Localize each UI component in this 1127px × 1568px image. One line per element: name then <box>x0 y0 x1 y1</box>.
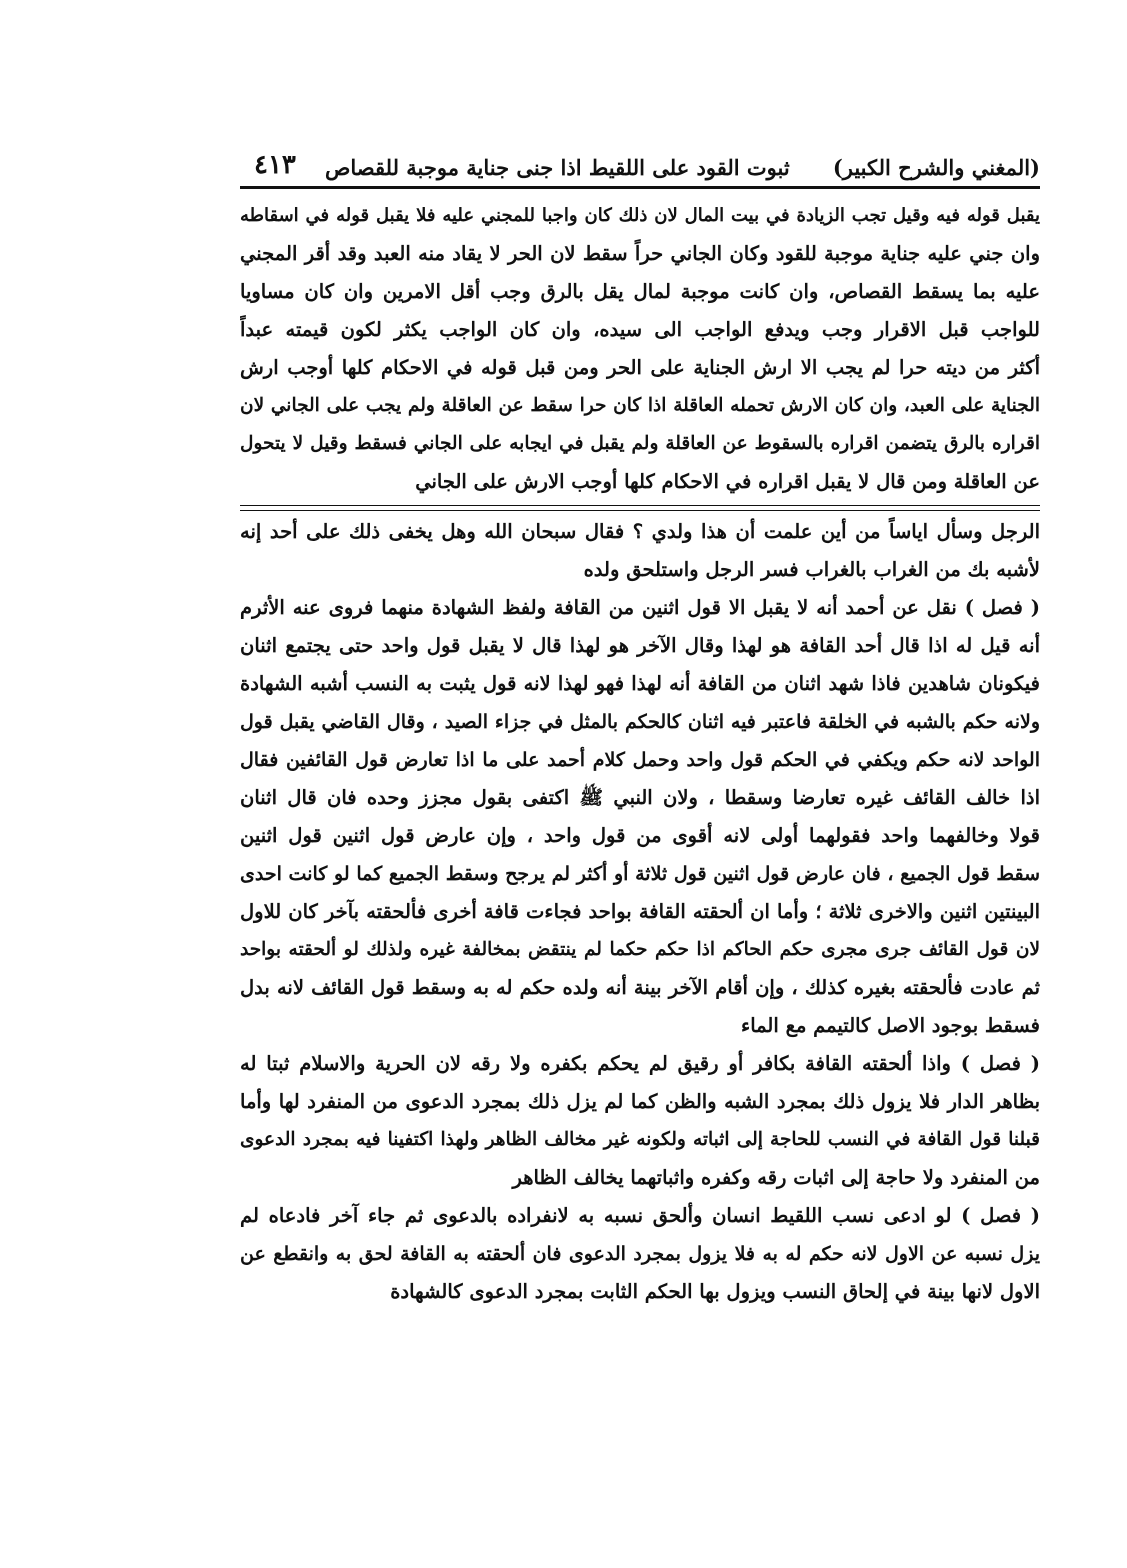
book-title: (المغني والشرح الكبير) <box>832 155 1040 180</box>
text-line: اقراره بالرق يتضمن اقراره بالسقوط عن العاقلة ولم يقبل في ايجابه على الجاني فسقط وقيل لا يتحول <box>240 433 1040 454</box>
text-line: الواحد لانه حكم ويكفي في الحكم قول واحد وحمل كلام أحمد على ما اذا تعارض قول القائفين فقال <box>240 749 1040 771</box>
text-line: فسقط بوجود الاصل كالتيمم مع الماء <box>741 1014 1040 1037</box>
text-line: قبلنا قول القافة في النسب للحاجة إلى اثباته ولكونه غير مخالف الظاهر ولهذا اكتفينا فيه بمجرد الدعوى <box>240 1129 1040 1150</box>
text-line: قولا وخالفهما واحد فقولهما أولى لانه أقوى من قول واحد ، وإن عارض قول اثنين قول اثنين <box>240 824 1040 847</box>
text-line: سقط قول الجميع ، فان عارض قول اثنين قول ثلاثة أو أكثر لم يرجح وسقط الجميع كما لو كانت احدى <box>240 863 1040 885</box>
text-line: ( فصل ) نقل عن أحمد أنه لا يقبل الا قول اثنين من القافة ولفظ الشهادة منهما فروى عنه الأثرم <box>240 596 1040 619</box>
page-number: ٤١٣ <box>254 150 296 180</box>
text-line: للواجب قبل الاقرار وجب ويدفع الواجب الى سيده، وان كان الواجب يكثر لكون قيمته عبداً <box>240 318 1040 341</box>
text-line: الاول لانها بينة في إلحاق النسب ويزول بها الحكم الثابت بمجرد الدعوى كالشهادة <box>390 1280 1040 1303</box>
section-subtitle: ثبوت القود على اللقيط اذا جنى جناية موجبة للقصاص <box>325 155 790 180</box>
text-line: اذا خالف القائف غيره تعارضا وسقطا ، ولان النبي ﷺ اكتفى بقول مجزز وحده فان قال اثنان <box>240 786 1040 809</box>
text-line: أكثر من ديته حرا لم يجب الا ارش الجناية على الحر ومن قبل قوله في الاحكام كلها أوجب ارش <box>240 356 1040 379</box>
text-line: الرجل وسأل اياساً من أين علمت أن هذا ولدي ؟ فقال سبحان الله وهل يخفى ذلك على أحد إنه <box>240 520 1040 543</box>
text-line: بظاهر الدار فلا يزول ذلك بمجرد الشبه والظن كما لم يزل ذلك بمجرد الدعوى من المنفرد لها وأما <box>240 1090 1040 1113</box>
document-page <box>240 138 1040 1311</box>
text-line: يقبل قوله فيه وقيل تجب الزيادة في بيت المال لان ذلك كان واجبا للمجني عليه فلا يقبل قوله في اسقاطه <box>240 205 1040 226</box>
text-line: لان قول القائف جرى مجرى حكم الحاكم اذا حكم حكما لم ينتقض بمخالفة غيره ولذلك لو ألحقته بواحد <box>240 939 1040 960</box>
text-line: ( فصل ) لو ادعى نسب اللقيط انسان وألحق نسبه به لانفراده بالدعوى ثم جاء آخر فادعاه لم <box>240 1204 1040 1227</box>
text-line: عليه بما يسقط القصاص، وان كانت موجبة لمال يقل بالرق وجب أقل الامرين وان كان مساويا <box>240 280 1040 303</box>
running-header <box>240 138 1040 180</box>
text-line: البينتين اثنين والاخرى ثلاثة ؛ وأما ان ألحقته القافة بواحد فجاءت قافة أخرى فألحقته بآخر كان للاول <box>240 900 1040 923</box>
text-line: ( فصل ) واذا ألحقته القافة بكافر أو رقيق لم يحكم بكفره ولا رقه لان الحرية والاسلام ثبتا له <box>240 1052 1040 1075</box>
text-line: وان جني عليه جناية موجبة للقود وكان الجاني حراً سقط لان الحر لا يقاد منه العبد وقد أقر المجني <box>240 242 1040 265</box>
text-line: ثم عادت فألحقته بغيره كذلك ، وإن أقام الآخر بينة أنه ولده حكم له به وسقط قول القائف لانه بدل <box>240 976 1040 999</box>
text-line: فيكونان شاهدين فاذا شهد اثنان من القافة أنه لهذا فهو لهذا لانه قول يثبت به النسب أشبه الشهادة <box>240 672 1040 695</box>
text-line: الجناية على العبد، وان كان الارش تحمله العاقلة اذا كان حرا سقط عن العاقلة ولم يجب على الجاني لان <box>240 395 1040 416</box>
main-text-block <box>240 189 1040 501</box>
text-line: من المنفرد ولا حاجة إلى اثبات رقه وكفره واثباتهما يخالف الظاهر <box>512 1166 1040 1189</box>
text-line: عن العاقلة ومن قال لا يقبل اقراره في الاحكام كلها أوجب الارش على الجاني <box>415 470 1040 493</box>
text-line: أنه قيل له اذا قال أحد القافة هو لهذا وقال الآخر هو لهذا قال لا يقبل قول واحد حتى يجتمع اثنان <box>240 634 1040 657</box>
text-line: ولانه حكم بالشبه في الخلقة فاعتبر فيه اثنان كالحكم بالمثل في جزاء الصيد ، وقال القاضي يقبل قول <box>240 711 1040 733</box>
text-line: يزل نسبه عن الاول لانه حكم له به فلا يزول بمجرد الدعوى فان ألحقته به القافة لحق به وانقطع عن <box>240 1243 1040 1265</box>
commentary-text-block <box>240 513 1040 1311</box>
section-divider <box>240 505 1040 511</box>
text-line: لأشبه بك من الغراب بالغراب فسر الرجل واستلحق ولده <box>583 558 1040 581</box>
